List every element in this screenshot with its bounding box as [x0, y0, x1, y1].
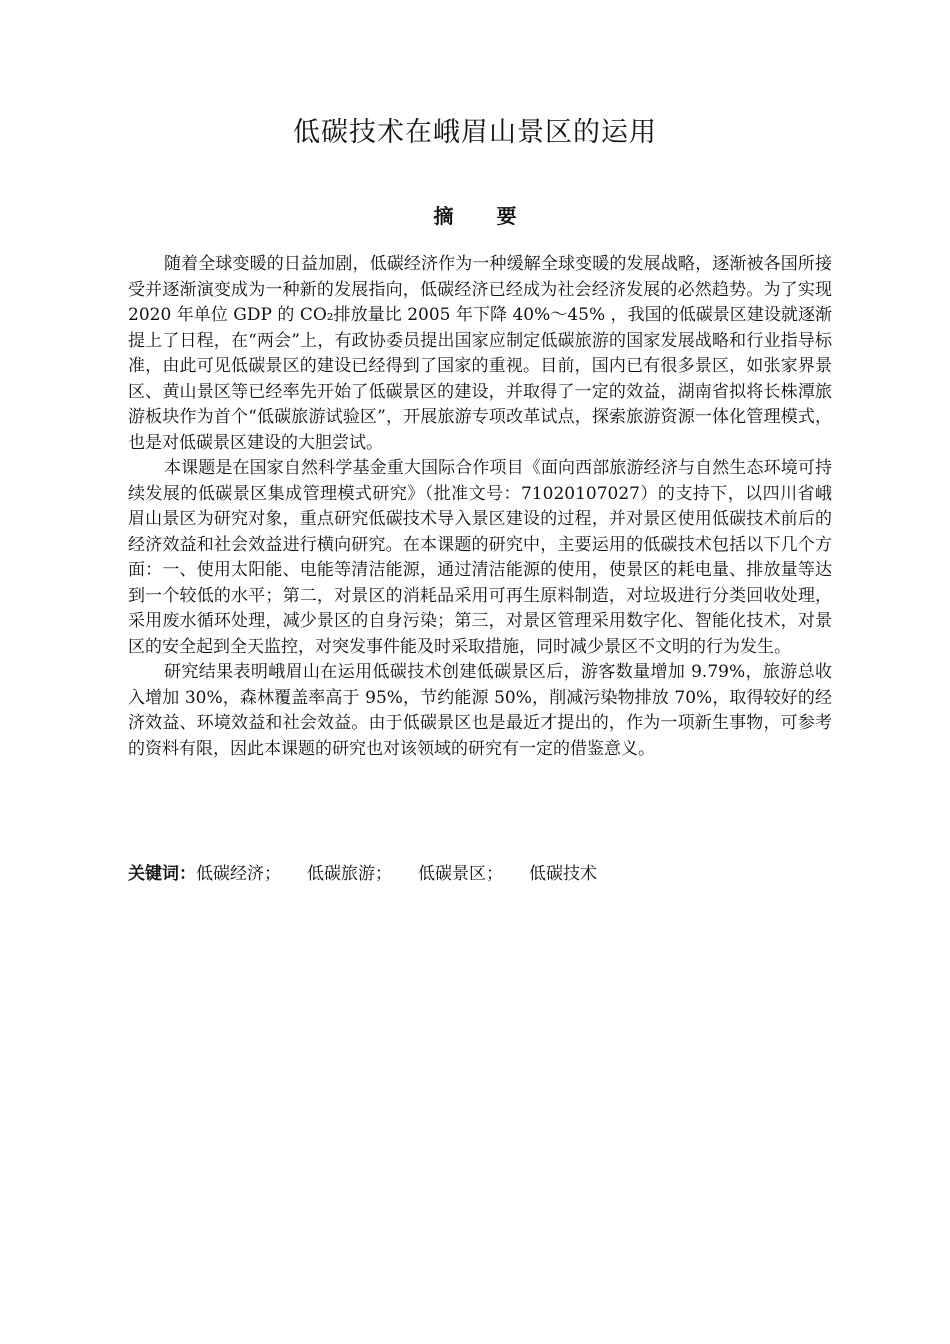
keyword-separator: ； — [264, 864, 281, 884]
keywords-label: 关键词： — [128, 864, 196, 884]
keyword-separator: ； — [375, 864, 392, 884]
keyword-item: 低碳旅游 — [307, 864, 375, 884]
abstract-paragraph-2: 本课题是在国家自然科学基金重大国际合作项目《面向西部旅游经济与自然生态环境可持续发展的低碳景区集成管理模式研究》（批准文号：71020107027）的支持下，以四川省峨眉山景区为研究对象，重点研究低碳技术导入景区建设的过程，并对景区使用低碳技术前后的经济效益和社会效益进行横向研究。在本课题的研究中，主要运用的低碳技术包括以下几个方面：一、使用太阳能、电能等清洁能源，通过清洁能源的使用，使景区的耗电量、排放量等达到一个较低的水平；第二，对景区的消耗品采用可再生原料制造，对垃圾进行分类回收处理，采用废水循环处理，减少景区的自身污染；第三，对景区管理采用数字化、智能化技术，对景区的安全起到全天监控，对突发事件能及时采取措施，同时减少景区不文明的行为发生。 — [128, 458, 832, 657]
paper-title: 低碳技术在峨眉山景区的运用 — [293, 117, 657, 148]
keyword-item: 低碳经济 — [196, 864, 264, 884]
abstract-heading: 摘 要 — [433, 204, 535, 228]
abstract-body — [128, 252, 832, 762]
keyword-item: 低碳景区 — [418, 864, 486, 884]
keyword-item: 低碳技术 — [529, 864, 597, 884]
abstract-paragraph-1: 随着全球变暖的日益加剧，低碳经济作为一种缓解全球变暖的发展战略，逐渐被各国所接受并逐渐演变成为一种新的发展指向，低碳经济已经成为社会经济发展的必然趋势。为了实现 2020 年单位 GDP 的 CO₂排放量比 2005 年下降 40%～45% ，我国的低碳景区建设就逐渐提上了日程，在“两会”上，有政协委员提出国家应制定低碳旅游的国家发展战略和行业指导标准，由此可见低碳景区的建设已经得到了国家的重视。目前，国内已有很多景区，如张家界景区、黄山景区等已经率先开始了低碳景区的建设，并取得了一定的效益，湖南省拟将长株潭旅游板块作为首个“低碳旅游试验区”，开展旅游专项改革试点，探索旅游资源一体化管理模式，也是对低碳景区建设的大胆尝试。 — [128, 254, 832, 453]
abstract-paragraph-3: 研究结果表明峨眉山在运用低碳技术创建低碳景区后，游客数量增加 9.79%，旅游总收入增加 30%，森林覆盖率高于 95%，节约能源 50%，削减污染物排放 70%，取得较好的经济效益、环境效益和社会效益。由于低碳景区也是最近才提出的，作为一项新生事物，可参考的资料有限，因此本课题的研究也对该领域的研究有一定的借鉴意义。 — [128, 662, 832, 759]
keyword-separator: ； — [486, 864, 503, 884]
keywords-line — [128, 862, 832, 887]
